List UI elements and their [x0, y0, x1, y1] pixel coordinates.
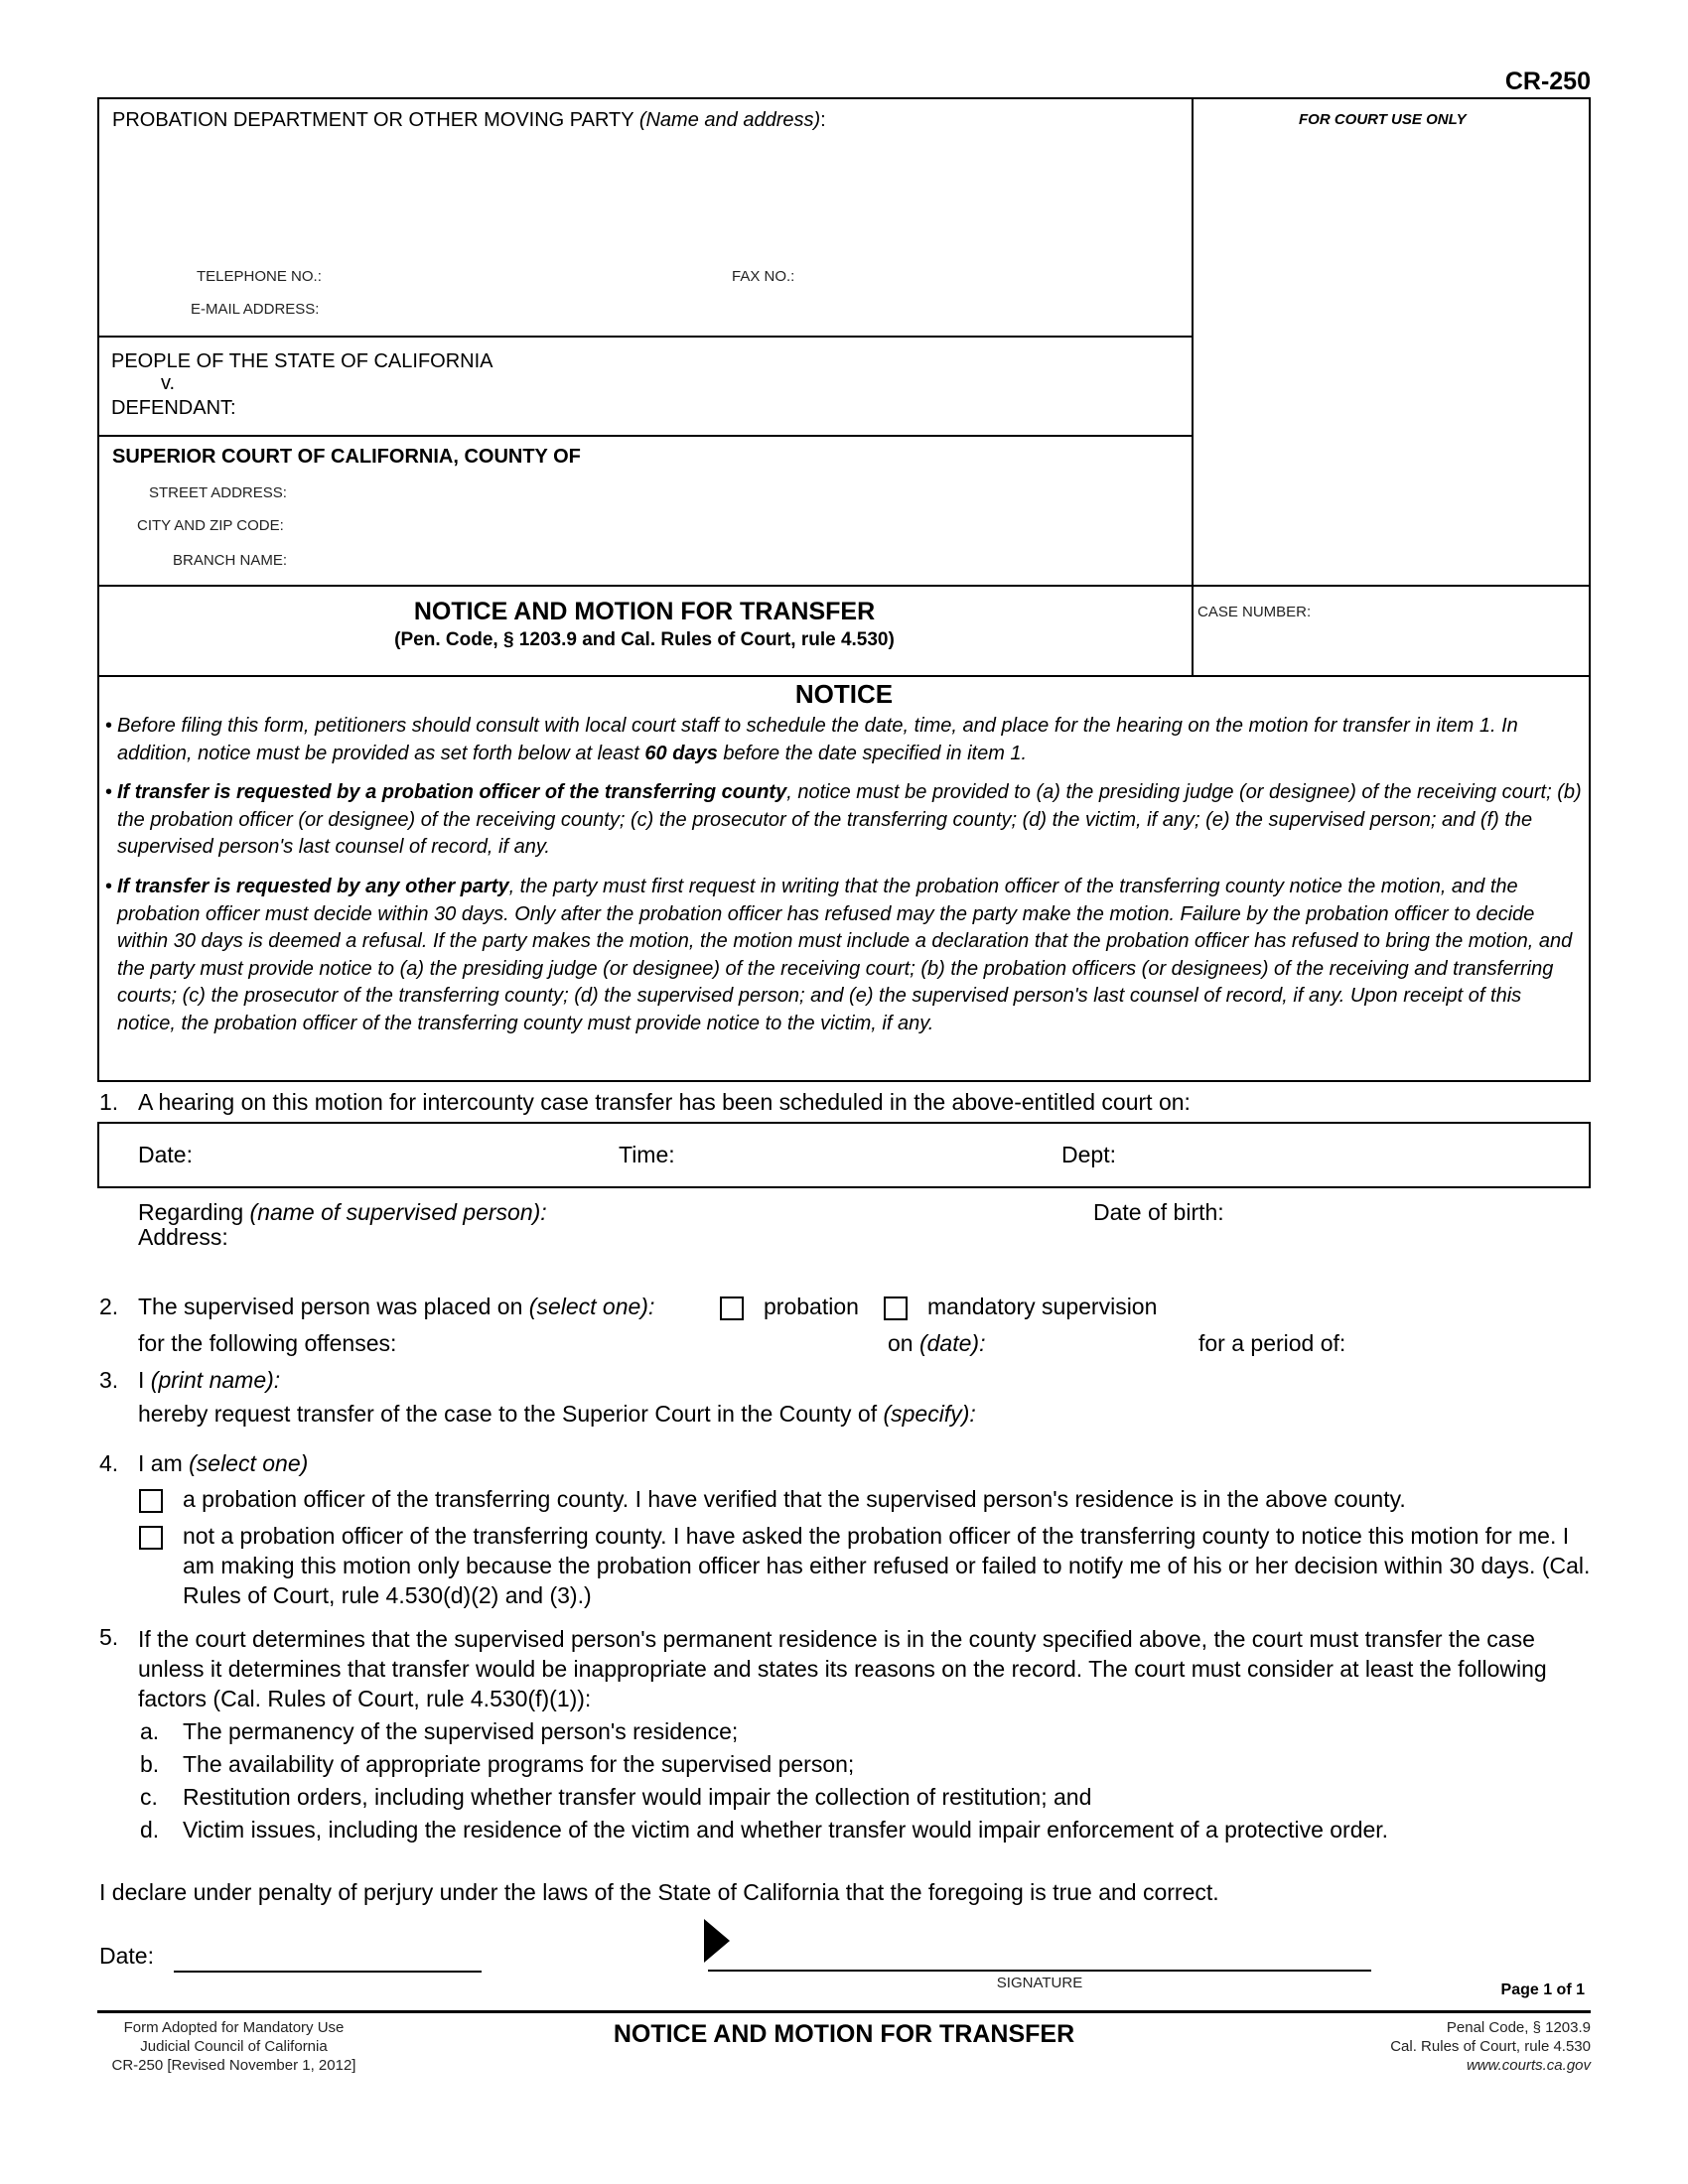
date-of-birth-field[interactable]: Date of birth: — [1093, 1199, 1224, 1225]
not-probation-officer-option-label: not a probation officer of the transferring county. I have asked the probation officer of the transferring county to notice this motion for me. I am making this motion only because the probation officer has either refused or failed to notify me of his or her decision within 30 days. (Cal. Rules of Court, rule 4.530(d)(2) and (3).) — [183, 1523, 1591, 1608]
offenses-field[interactable]: for the following offenses: — [138, 1330, 397, 1356]
caption-box — [97, 97, 1591, 677]
footer-rule — [97, 2010, 1591, 2013]
regarding-field[interactable]: Regarding (name of supervised person): — [138, 1199, 547, 1225]
footer-left: Form Adopted for Mandatory Use Judicial Council of California CR-250 [Revised November 1, 2012] — [111, 2019, 356, 2074]
hearing-date-field[interactable]: Date: — [138, 1142, 193, 1167]
telephone-label: TELEPHONE NO.: — [197, 268, 322, 285]
form-id: CR-250 — [1504, 68, 1591, 95]
item5-text: If the court determines that the supervised person's permanent residence is in the county specified above, the court must transfer the case unless it determines that transfer would be inappropriate and states its reasons on the record. The court must consider at least the following factors (Cal. Rules of Court, rule 4.530(f)(1)): — [138, 1626, 1547, 1711]
notice-paragraph-3: • If transfer is requested by any other party, the party must first request in writing that the probation officer of the transferring county notice the motion, and the probation officer must decide within 30 days. Only after the probation officer has refused may the party make the motion. Failure by the probation officer to decide within 30 days is deemed a refusal. If the party makes the motion, the motion must include a declaration that the probation officer has refused to bring the motion, and the party must provide notice to (a) the presiding judge (or designee) of the receiving court; (b) the probation officers (or designees) of the receiving and transferring courts; (c) the prosecutor of the transferring county; (d) the supervised person; and (e) the supervised person's last counsel of record, if any. Upon receipt of this notice, the probation officer of the transferring county must provide notice to the victim, if any. — [105, 876, 1573, 1034]
probation-officer-checkbox[interactable] — [139, 1489, 163, 1513]
notice-heading: NOTICE — [794, 679, 894, 709]
period-field[interactable]: for a period of: — [1198, 1330, 1346, 1356]
print-name-field[interactable]: I (print name): — [138, 1367, 281, 1393]
factor-letter: c. — [140, 1784, 158, 1810]
factor-text: The availability of appropriate programs for the supervised person; — [183, 1751, 855, 1777]
signature-arrow-icon — [704, 1919, 730, 1963]
court-use-label: FOR COURT USE ONLY — [1299, 111, 1467, 128]
courts-website-link[interactable]: www.courts.ca.gov — [1466, 2057, 1591, 2074]
city-zip-label: CITY AND ZIP CODE: — [137, 517, 284, 534]
declaration-date-line[interactable] — [174, 1971, 482, 1973]
branch-name-label: BRANCH NAME: — [173, 552, 288, 569]
people-label: PEOPLE OF THE STATE OF CALIFORNIA — [111, 350, 493, 372]
item5-number: 5. — [99, 1624, 119, 1650]
probation-checkbox[interactable] — [720, 1297, 744, 1320]
factor-text: Restitution orders, including whether transfer would impair the collection of restitution; and — [183, 1784, 1092, 1810]
factor-letter: d. — [140, 1817, 160, 1843]
hearing-box — [97, 1122, 1591, 1188]
signature-line[interactable] — [708, 1970, 1371, 1972]
factor-letter: a. — [140, 1718, 160, 1744]
case-number-label: CASE NUMBER: — [1197, 604, 1312, 620]
street-address-label: STREET ADDRESS: — [149, 484, 287, 501]
probation-option-label: probation — [764, 1294, 859, 1319]
item4-number: 4. — [99, 1450, 119, 1476]
factor-text: The permanency of the supervised person's residence; — [183, 1718, 739, 1744]
hearing-dept-field[interactable]: Dept: — [1061, 1142, 1116, 1167]
item4-text: I am (select one) — [138, 1450, 309, 1476]
factor-letter: b. — [140, 1751, 160, 1777]
form-title: NOTICE AND MOTION FOR TRANSFER — [413, 598, 876, 625]
declaration-text: I declare under penalty of perjury under the laws of the State of California that the foregoing is true and correct. — [99, 1879, 1219, 1905]
caption-divider — [1192, 97, 1194, 677]
item1-text: A hearing on this motion for intercounty case transfer has been scheduled in the above-entitled court on: — [138, 1089, 1191, 1115]
not-probation-officer-checkbox[interactable] — [139, 1526, 163, 1550]
item2-number: 2. — [99, 1294, 119, 1319]
court-label: SUPERIOR COURT OF CALIFORNIA, COUNTY OF — [112, 446, 581, 468]
mandatory-supervision-option-label: mandatory supervision — [927, 1294, 1158, 1319]
versus-label: v. — [161, 372, 176, 394]
notice-paragraph-2: • If transfer is requested by a probation officer of the transferring county, notice must be provided to (a) the presiding judge (or designee) of the receiving court; (b) the probation officer (or designee) of the receiving county; (c) the prosecutor of the transferring county; (d) the victim, if any; (e) the supervised person; and (f) the supervised person's last counsel of record, if any. — [105, 781, 1582, 858]
form-subtitle: (Pen. Code, § 1203.9 and Cal. Rules of Court, rule 4.530) — [394, 629, 895, 650]
address-field[interactable]: Address: — [138, 1224, 228, 1250]
fax-label: FAX NO.: — [732, 268, 795, 285]
item1-number: 1. — [99, 1089, 119, 1115]
footer-right: Penal Code, § 1203.9 Cal. Rules of Court, rule 4.530 www.courts.ca.gov — [1390, 2019, 1591, 2074]
item2-text: The supervised person was placed on (select one): — [138, 1294, 655, 1319]
factor-text: Victim issues, including the residence of the victim and whether transfer would impair enforcement of a protective order. — [183, 1817, 1389, 1843]
notice-paragraph-1: • Before filing this form, petitioners should consult with local court staff to schedule the date, time, and place for the hearing on the motion for transfer in item 1. In addition, notice must be provided as set forth below at least 60 days before the date specified in item 1. — [105, 715, 1518, 764]
defendant-label: DEFENDANT: — [111, 397, 236, 419]
declaration-date-label: Date: — [99, 1943, 154, 1969]
footer-title: NOTICE AND MOTION FOR TRANSFER — [613, 2020, 1075, 2048]
signature-label: SIGNATURE — [996, 1975, 1083, 1991]
mandatory-supervision-checkbox[interactable] — [884, 1297, 908, 1320]
email-label: E-MAIL ADDRESS: — [191, 301, 320, 318]
hearing-time-field[interactable]: Time: — [619, 1142, 675, 1167]
item3-number: 3. — [99, 1367, 119, 1393]
placement-date-field[interactable]: on (date): — [888, 1330, 986, 1356]
probation-officer-option-label: a probation officer of the transferring county. I have verified that the supervised person's residence is in the above county. — [183, 1486, 1406, 1512]
moving-party-heading: PROBATION DEPARTMENT OR OTHER MOVING PARTY (Name and address): — [112, 109, 826, 131]
county-field[interactable]: hereby request transfer of the case to the Superior Court in the County of (specify): — [138, 1401, 976, 1427]
page-number: Page 1 of 1 — [1500, 1981, 1585, 1998]
